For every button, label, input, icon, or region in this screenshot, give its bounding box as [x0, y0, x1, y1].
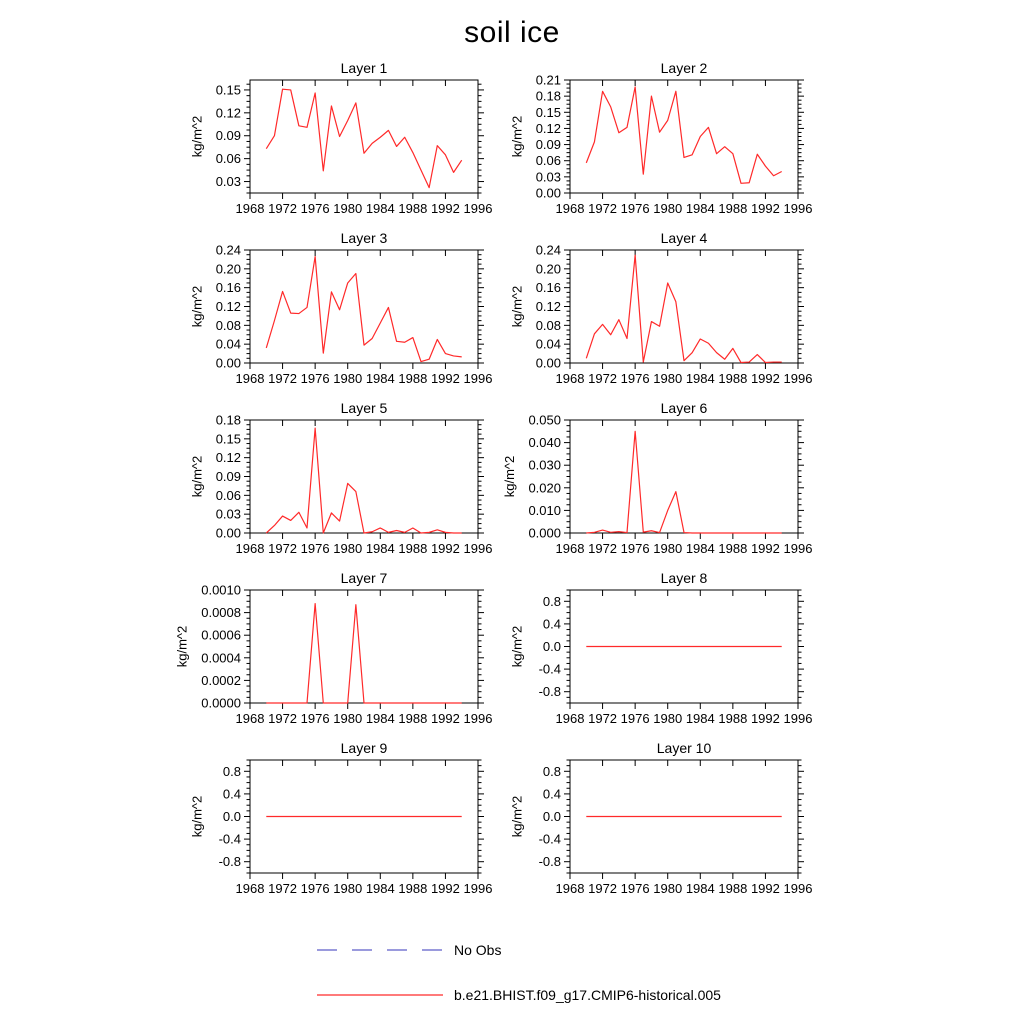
y-tick-label: 0.03 [215, 174, 241, 190]
x-tick-label: 1996 [783, 881, 813, 896]
series-line [586, 87, 781, 183]
x-tick-label: 1988 [398, 711, 428, 726]
x-tick-label: 1976 [620, 711, 650, 726]
x-tick-label: 1980 [333, 711, 363, 726]
y-tick-label: 0.8 [542, 593, 561, 609]
series-line [586, 255, 781, 362]
y-tick-label: 0.09 [215, 128, 241, 144]
legend-item-no-obs [315, 942, 501, 958]
y-tick-label: 0.18 [535, 88, 561, 104]
y-tick-label: 0.12 [215, 450, 241, 466]
y-tick-label: 0.16 [535, 280, 561, 296]
x-tick-label: 1984 [365, 711, 395, 726]
y-axis-label: kg/m^2 [509, 625, 525, 668]
y-tick-label: 0.050 [528, 412, 561, 428]
x-tick-label: 1972 [268, 711, 298, 726]
x-tick-label: 1972 [588, 371, 618, 386]
x-tick-label: 1996 [463, 881, 493, 896]
y-tick-label: 0.0010 [201, 582, 241, 598]
legend-label-no-obs: No Obs [454, 942, 502, 958]
x-tick-label: 1980 [333, 881, 363, 896]
x-tick-label: 1972 [588, 711, 618, 726]
x-tick-label: 1988 [718, 711, 748, 726]
y-tick-label: 0.06 [535, 153, 561, 169]
plot-frame [250, 590, 478, 703]
x-tick-label: 1996 [783, 201, 813, 216]
x-tick-label: 1968 [555, 881, 585, 896]
x-tick-label: 1976 [620, 541, 650, 556]
x-tick-label: 1996 [463, 371, 493, 386]
x-tick-label: 1996 [783, 371, 813, 386]
x-tick-label: 1988 [718, 371, 748, 386]
y-axis-label: kg/m^2 [189, 115, 205, 158]
panel-title: Layer 3 [340, 230, 388, 246]
x-tick-label: 1984 [685, 881, 715, 896]
x-tick-label: 1968 [555, 201, 585, 216]
y-tick-label: -0.8 [538, 854, 561, 870]
y-axis-label: kg/m^2 [174, 625, 190, 668]
panel-layer-8 [509, 570, 812, 726]
panel-title: Layer 2 [660, 60, 708, 76]
x-tick-label: 1984 [365, 541, 395, 556]
y-tick-label: 0.000 [528, 525, 561, 541]
y-tick-label: 0.08 [535, 317, 561, 333]
y-tick-label: 0.020 [528, 480, 561, 496]
y-tick-label: 0.16 [215, 280, 241, 296]
panel-title: Layer 1 [340, 60, 388, 76]
series-line [266, 604, 461, 703]
x-tick-label: 1980 [653, 201, 683, 216]
plot-frame [250, 80, 478, 193]
x-tick-label: 1968 [555, 371, 585, 386]
y-tick-label: 0.0002 [201, 672, 241, 688]
x-tick-label: 1984 [685, 711, 715, 726]
x-tick-label: 1988 [718, 201, 748, 216]
x-tick-label: 1976 [620, 371, 650, 386]
y-tick-label: 0.12 [535, 120, 561, 136]
panel-layer-5 [189, 400, 492, 556]
y-tick-label: 0.8 [222, 763, 241, 779]
y-tick-label: 0.4 [222, 786, 241, 802]
x-tick-label: 1976 [620, 881, 650, 896]
x-tick-label: 1980 [333, 371, 363, 386]
x-tick-label: 1992 [750, 541, 780, 556]
x-tick-label: 1968 [235, 541, 265, 556]
x-tick-label: 1972 [588, 541, 618, 556]
panel-title: Layer 5 [340, 400, 388, 416]
y-tick-label: 0.20 [215, 261, 241, 277]
y-tick-label: 0.0 [542, 809, 561, 824]
y-tick-label: 0.20 [535, 261, 561, 277]
y-axis-label: kg/m^2 [189, 285, 205, 328]
series-line [586, 431, 781, 533]
x-tick-label: 1992 [750, 711, 780, 726]
y-tick-label: 0.24 [215, 242, 241, 258]
x-tick-label: 1976 [300, 541, 330, 556]
y-tick-label: 0.24 [535, 242, 561, 258]
x-tick-label: 1980 [653, 371, 683, 386]
x-tick-label: 1988 [398, 201, 428, 216]
x-tick-label: 1988 [398, 541, 428, 556]
y-tick-label: 0.8 [542, 763, 561, 779]
y-tick-label: 0.04 [215, 336, 241, 352]
y-tick-label: 0.0008 [201, 605, 241, 621]
y-tick-label: 0.03 [215, 506, 241, 522]
panel-title: Layer 9 [340, 740, 388, 756]
x-tick-label: 1972 [268, 541, 298, 556]
plot-frame [250, 250, 478, 363]
x-tick-label: 1976 [300, 881, 330, 896]
x-tick-label: 1988 [398, 881, 428, 896]
x-tick-label: 1972 [268, 881, 298, 896]
panel-layer-1 [189, 60, 492, 216]
y-tick-label: -0.4 [538, 661, 561, 677]
x-tick-label: 1992 [430, 201, 460, 216]
y-tick-label: 0.00 [215, 525, 241, 541]
x-tick-label: 1984 [365, 881, 395, 896]
panel-title: Layer 8 [660, 570, 708, 586]
panel-layer-9 [189, 740, 492, 896]
y-tick-label: -0.4 [218, 831, 241, 847]
panel-title: Layer 7 [340, 570, 388, 586]
y-tick-label: 0.040 [528, 435, 561, 451]
y-tick-label: 0.06 [215, 487, 241, 503]
x-tick-label: 1980 [333, 541, 363, 556]
x-tick-label: 1968 [235, 371, 265, 386]
y-tick-label: 0.010 [528, 502, 561, 518]
panel-layer-10 [509, 740, 812, 896]
panel-layer-7 [175, 570, 493, 726]
x-tick-label: 1976 [300, 201, 330, 216]
y-tick-label: 0.0 [542, 639, 561, 654]
x-tick-label: 1976 [300, 371, 330, 386]
x-tick-label: 1984 [685, 201, 715, 216]
y-tick-label: 0.4 [542, 616, 561, 632]
y-tick-label: 0.03 [535, 169, 561, 185]
y-tick-label: 0.09 [535, 137, 561, 153]
x-tick-label: 1972 [268, 201, 298, 216]
y-tick-label: 0.0004 [201, 650, 241, 666]
x-tick-label: 1992 [430, 541, 460, 556]
series-line [266, 428, 461, 533]
series-line [266, 89, 461, 188]
x-tick-label: 1968 [235, 881, 265, 896]
y-tick-label: 0.0 [222, 809, 241, 824]
plot-frame [250, 420, 478, 533]
x-tick-label: 1988 [718, 881, 748, 896]
y-tick-label: 0.00 [535, 185, 561, 201]
x-tick-label: 1980 [653, 881, 683, 896]
legend-label-series: b.e21.BHIST.f09_g17.CMIP6-historical.005 [454, 987, 721, 1003]
y-tick-label: 0.00 [215, 355, 241, 371]
panel-title: Layer 4 [660, 230, 708, 246]
panel-layer-4 [509, 230, 812, 386]
panel-layer-6 [502, 400, 812, 556]
x-tick-label: 1968 [555, 711, 585, 726]
x-tick-label: 1976 [300, 711, 330, 726]
y-tick-label: 0.12 [215, 105, 241, 121]
x-tick-label: 1984 [365, 201, 395, 216]
x-tick-label: 1984 [685, 371, 715, 386]
y-tick-label: 0.15 [215, 431, 241, 447]
x-tick-label: 1992 [430, 371, 460, 386]
x-tick-label: 1972 [588, 201, 618, 216]
y-axis-label: kg/m^2 [189, 795, 205, 838]
series-line [266, 257, 461, 362]
x-tick-label: 1984 [685, 541, 715, 556]
page-title: soil ice [464, 16, 560, 49]
x-tick-label: 1996 [463, 711, 493, 726]
x-tick-label: 1980 [653, 541, 683, 556]
x-tick-label: 1972 [588, 881, 618, 896]
no-obs-line-icon [315, 944, 445, 956]
y-tick-label: 0.21 [535, 72, 561, 88]
x-tick-label: 1992 [430, 881, 460, 896]
x-tick-label: 1996 [783, 711, 813, 726]
x-tick-label: 1992 [750, 371, 780, 386]
x-tick-label: 1968 [555, 541, 585, 556]
panel-layer-3 [189, 230, 492, 386]
x-tick-label: 1976 [620, 201, 650, 216]
y-axis-label: kg/m^2 [509, 285, 525, 328]
series-line-icon [315, 989, 445, 1001]
y-tick-label: 0.08 [215, 317, 241, 333]
plot-frame [570, 250, 798, 363]
plot-frame [570, 80, 798, 193]
x-tick-label: 1968 [235, 201, 265, 216]
y-tick-label: 0.0006 [201, 627, 241, 643]
plot-frame [570, 420, 798, 533]
y-tick-label: 0.09 [215, 469, 241, 484]
y-tick-label: 0.15 [535, 104, 561, 120]
y-tick-label: 0.030 [528, 457, 561, 473]
y-tick-label: 0.4 [542, 786, 561, 802]
x-tick-label: 1988 [398, 371, 428, 386]
y-tick-label: 0.18 [215, 412, 241, 428]
x-tick-label: 1992 [750, 201, 780, 216]
y-tick-label: -0.8 [218, 854, 241, 870]
x-tick-label: 1988 [718, 541, 748, 556]
panel-layer-2 [509, 60, 812, 216]
x-tick-label: 1992 [430, 711, 460, 726]
x-tick-label: 1980 [653, 711, 683, 726]
y-tick-label: 0.12 [535, 299, 561, 314]
x-tick-label: 1996 [463, 541, 493, 556]
y-tick-label: 0.04 [535, 336, 561, 352]
y-tick-label: 0.12 [215, 299, 241, 314]
x-tick-label: 1984 [365, 371, 395, 386]
x-tick-label: 1996 [783, 541, 813, 556]
legend-item-series [315, 987, 721, 1003]
y-axis-label: kg/m^2 [189, 455, 205, 498]
y-axis-label: kg/m^2 [509, 115, 525, 158]
x-tick-label: 1992 [750, 881, 780, 896]
x-tick-label: 1972 [268, 371, 298, 386]
y-axis-label: kg/m^2 [509, 795, 525, 838]
y-tick-label: 0.0000 [201, 695, 241, 711]
y-tick-label: 0.06 [215, 151, 241, 167]
x-tick-label: 1968 [235, 711, 265, 726]
y-axis-label: kg/m^2 [502, 455, 517, 498]
y-tick-label: -0.4 [538, 831, 561, 847]
y-tick-label: 0.15 [215, 82, 241, 98]
y-tick-label: 0.00 [535, 355, 561, 371]
x-tick-label: 1980 [333, 201, 363, 216]
panel-title: Layer 6 [660, 400, 708, 416]
x-tick-label: 1996 [463, 201, 493, 216]
y-tick-label: -0.8 [538, 684, 561, 700]
panel-title: Layer 10 [656, 740, 712, 756]
